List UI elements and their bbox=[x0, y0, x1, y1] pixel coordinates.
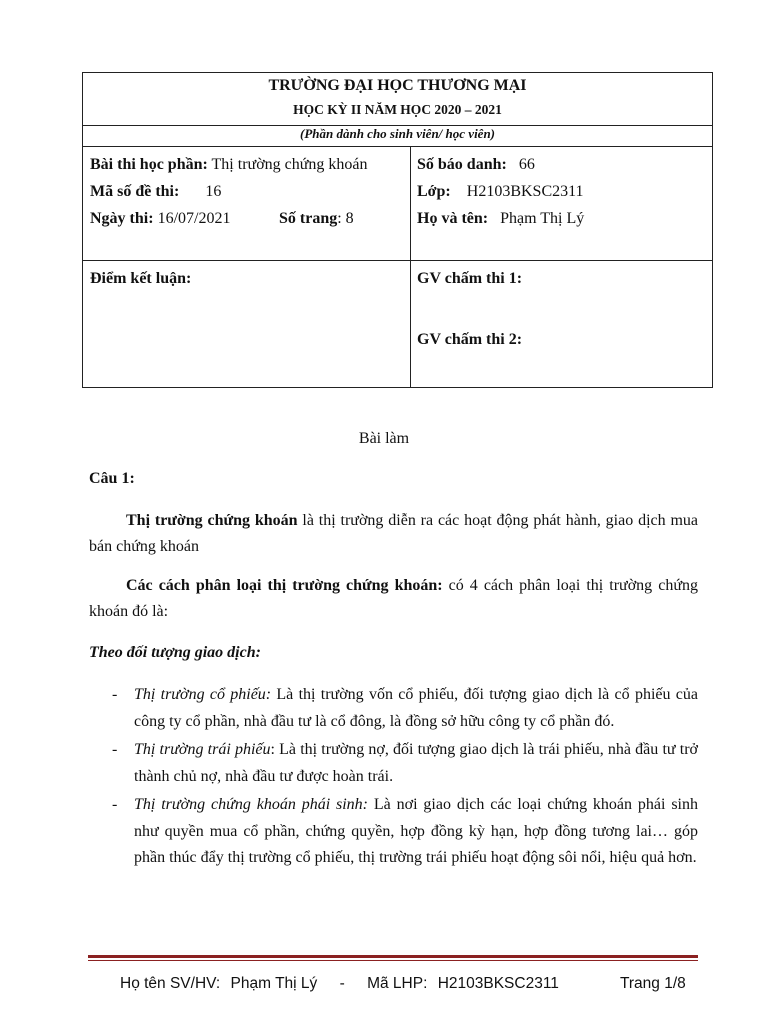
definition-text: là thị trường diễn ra các hoạt động phát hành, giao dịch mua bán chứng khoán bbox=[89, 512, 699, 555]
footer-rule-thin bbox=[88, 960, 698, 961]
definition-term: Thị trường chứng khoán bbox=[126, 512, 298, 529]
course-label: Bài thi học phần: bbox=[90, 156, 208, 173]
name-value: Phạm Thị Lý bbox=[500, 210, 585, 227]
exam-code-label: Mã số đề thi: bbox=[90, 183, 180, 200]
exam-code-value: 16 bbox=[205, 183, 222, 200]
date-row bbox=[90, 210, 230, 228]
pages-value: : 8 bbox=[337, 210, 354, 227]
classification-term: Các cách phân loại thị trường chứng khoán: bbox=[126, 577, 443, 594]
id-row bbox=[417, 156, 535, 174]
course-row bbox=[90, 156, 368, 174]
school-name: TRƯỜNG ĐẠI HỌC THƯƠNG MẠI bbox=[268, 77, 527, 94]
footer-name-label: Họ tên SV/HV: bbox=[120, 975, 221, 992]
bullet-dash: - bbox=[112, 686, 118, 703]
bullet-dash: - bbox=[112, 796, 118, 813]
list-item bbox=[89, 737, 698, 790]
classification-text: có 4 cách phân loại thị trường chứng khoán đó là: bbox=[89, 577, 698, 620]
footer-class-label: Mã LHP: bbox=[367, 975, 428, 992]
list-item-term: Thị trường trái phiếu bbox=[134, 741, 271, 758]
list-item-text: Là nơi giao dịch các loại chứng khoán phái sinh như quyền mua cổ phần, chứng quyền, hợp đồng kỳ hạn, hợp đồng tương lai… góp phần thúc đẩy thị trường cổ phiếu, thị trường trái phiếu hoạt động sôi nổi, hiệu quả hơn. bbox=[134, 796, 698, 866]
footer-rule bbox=[88, 955, 698, 958]
pages-label: Số trang bbox=[279, 210, 338, 227]
exam-header-table bbox=[82, 72, 713, 388]
classification-paragraph bbox=[89, 573, 698, 625]
page-number: Trang 1/8 bbox=[620, 975, 686, 992]
grader2-label: GV chấm thi 2: bbox=[417, 331, 523, 348]
list-item-text: Là thị trường vốn cổ phiếu, đối tượng giao dịch là cổ phiếu của công ty cổ phần, nhà đầu tư là cổ đông, là đồng sở hữu công ty cổ phần đó. bbox=[134, 686, 698, 730]
grader1-label: GV chấm thi 1: bbox=[417, 270, 523, 287]
class-value: H2103BKSC2311 bbox=[466, 183, 584, 200]
question-title: Câu 1: bbox=[89, 470, 135, 487]
course-value: Thị trường chứng khoán bbox=[211, 156, 368, 173]
list-item bbox=[89, 792, 698, 872]
exam-code-row bbox=[90, 183, 221, 201]
page-footer bbox=[120, 975, 559, 993]
list-item-term: Thị trường chứng khoán phái sinh: bbox=[134, 796, 369, 813]
list-item-term: Thị trường cổ phiếu: bbox=[134, 686, 272, 703]
header-title-block bbox=[83, 73, 712, 126]
bullet-dash: - bbox=[112, 741, 118, 758]
name-label: Họ và tên: bbox=[417, 210, 489, 227]
list-item-text: : Là thị trường nợ, đối tượng giao dịch là trái phiếu, nhà đầu tư trở thành chủ nợ, nhà đầu tư được hoàn trái. bbox=[134, 741, 698, 785]
id-value: 66 bbox=[518, 156, 535, 173]
subheading: Theo đối tượng giao dịch: bbox=[89, 644, 261, 661]
footer-name-value: Phạm Thị Lý bbox=[230, 975, 318, 992]
date-value: 16/07/2021 bbox=[157, 210, 231, 227]
footer-class-value: H2103BKSC2311 bbox=[437, 975, 559, 992]
market-type-list bbox=[89, 682, 698, 874]
footer-separator: - bbox=[339, 975, 345, 992]
student-section-note: (Phần dành cho sinh viên/ học viên) bbox=[299, 126, 496, 141]
semester: HỌC KỲ II NĂM HỌC 2020 – 2021 bbox=[293, 102, 502, 117]
pages-row bbox=[279, 210, 354, 228]
name-row bbox=[417, 210, 584, 228]
class-row bbox=[417, 183, 584, 201]
definition-paragraph bbox=[89, 508, 698, 560]
grade-label: Điểm kết luận: bbox=[90, 270, 192, 287]
id-label: Số báo danh: bbox=[417, 156, 507, 173]
column-divider bbox=[410, 146, 411, 387]
class-label: Lớp: bbox=[417, 183, 451, 200]
answer-title: Bài làm bbox=[358, 430, 410, 447]
list-item bbox=[89, 682, 698, 735]
date-label: Ngày thi: bbox=[90, 210, 154, 227]
